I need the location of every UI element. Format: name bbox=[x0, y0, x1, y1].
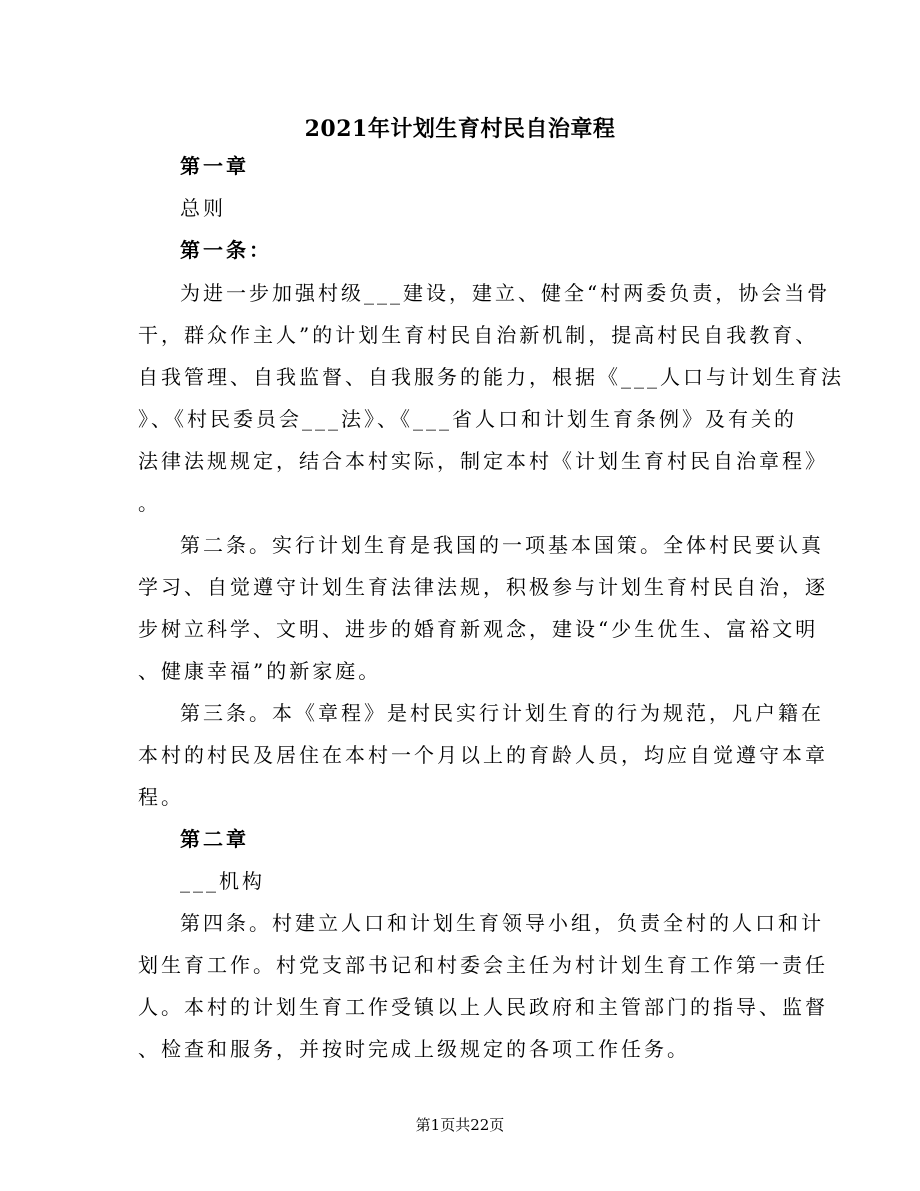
body-line: 人。本村的计划生育工作受镇以上人民政府和主管部门的指导、监督 bbox=[138, 995, 828, 1019]
body-line: 干，群众作主人”的计划生育村民自治新机制，提高村民自我教育、 bbox=[138, 323, 819, 347]
body-line: 第二条。实行计划生育是我国的一项基本国策。全体村民要认真 bbox=[180, 533, 824, 557]
body-line: 程。 bbox=[138, 785, 184, 809]
body-line: 第三条。本《章程》是村民实行计划生育的行为规范，凡户籍在 bbox=[180, 701, 824, 725]
body-line: 、检查和服务，并按时完成上级规定的各项工作任务。 bbox=[138, 1037, 690, 1061]
body-line: 划生育工作。村党支部书记和村委会主任为村计划生育工作第一责任 bbox=[138, 953, 828, 977]
body-line: 学习、自觉遵守计划生育法律法规，积极参与计划生育村民自治，逐 bbox=[138, 575, 828, 599]
body-line: 。 bbox=[138, 491, 161, 515]
chapter-heading-1: 第一章 bbox=[180, 154, 249, 178]
body-line: 本村的村民及居住在本村一个月以上的育龄人员，均应自觉遵守本章 bbox=[138, 743, 828, 767]
page-indicator: 第1页共22页 bbox=[415, 1116, 505, 1134]
chapter-heading-2: 第二章 bbox=[180, 827, 249, 851]
body-line: 第四条。村建立人口和计划生育领导小组，负责全村的人口和计 bbox=[180, 911, 824, 935]
chapter-subtitle-1: 总则 bbox=[180, 196, 226, 220]
body-line: 法律法规规定，结合本村实际，制定本村《计划生育村民自治章程》 bbox=[138, 449, 828, 473]
body-line: 自我管理、自我监督、自我服务的能力，根据《___人口与计划生育法 bbox=[138, 365, 844, 389]
chapter-subtitle-2: ___机构 bbox=[180, 869, 265, 893]
body-line: 为进一步加强村级___建设，建立、健全“村两委负责，协会当骨 bbox=[180, 281, 831, 305]
body-line: 》、《村民委员会___法》、《___省人口和计划生育条例》及有关的 bbox=[138, 407, 797, 431]
article-heading-1: 第一条： bbox=[180, 238, 272, 262]
body-line: 、健康幸福”的新家庭。 bbox=[138, 659, 382, 683]
body-line: 步树立科学、文明、进步的婚育新观念，建设“少生优生、富裕文明 bbox=[138, 617, 819, 641]
document-title: 2021年计划生育村民自治章程 bbox=[304, 116, 616, 142]
